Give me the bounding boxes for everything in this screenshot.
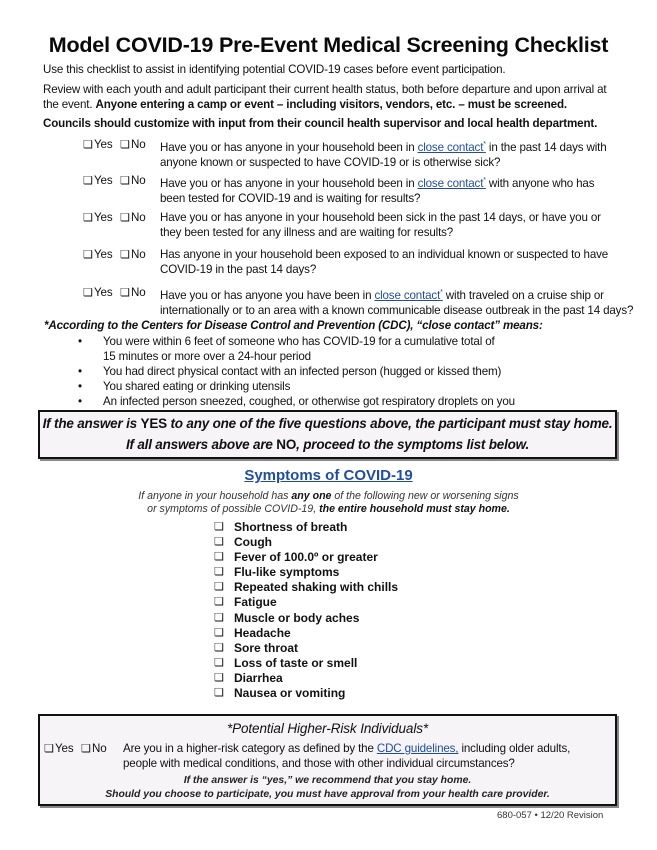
checkbox-icon: ❏ [214,656,224,669]
symptoms-instructions: If anyone in your household has any one of the following new or worsening signs or symptoms of possible COVID-19, the entire household must stay home. [138,490,519,515]
screening-question-1 [83,137,643,170]
question-text: Have you or has anyone in your household been sick in the past 14 days, or have you or they been tested for any illness and are waiting for results? [160,211,601,239]
review-line-1: Review with each youth and adult participant their current health status, both before departure and upon arrival at [43,83,607,96]
higher-risk-question [44,741,609,771]
intro-text: Use this checklist to assist in identifying potential COVID-19 cases before event participation. [43,63,506,76]
form-revision-footer [497,810,603,821]
list-item: • You were within 6 feet of someone who has COVID-19 for a cumulative total of 15 minutes or more over a 24-hour period [78,335,495,363]
screening-question-5 [83,285,643,318]
symptoms-heading[interactable]: Symptoms of COVID-19 [244,467,413,484]
no-checkbox[interactable]: ❏No [120,286,146,299]
form-code: 680-057 [497,810,532,821]
question-text: Has anyone in your household been exposed to an individual known or suspected to have COVID-19 in the past 14 days? [160,248,609,276]
checkbox-icon: ❏ [214,566,224,579]
no-checkbox[interactable]: ❏No [81,742,107,755]
close-contact-criteria-list [78,334,515,409]
checkbox-icon: ❏ [214,611,224,624]
screening-question-4 [83,247,643,277]
checkbox-icon: ❏ [83,212,93,224]
screening-question-2 [83,173,643,206]
question-text: Are you in a higher-risk category as defined by the CDC guidelines, including older adults, people with medical conditions, and those with other individual circumstances? [123,742,571,770]
higher-risk-recommendation: If the answer is “yes,” we recommend that you stay home. Should you choose to participate, you must have approval from your health care provider. [105,775,550,800]
page-title: Model COVID-19 Pre-Event Medical Screening Checklist [48,33,609,57]
symptom-checkbox-item[interactable]: ❏ Flu-like symptoms [214,565,340,580]
symptom-checkbox-item[interactable]: ❏ Shortness of breath [214,520,348,534]
checkbox-icon: ❏ [120,175,130,187]
symptom-checkbox-item[interactable]: ❏ Cough [214,535,272,550]
decision-callout-box [38,410,617,459]
higher-risk-heading: *Potential Higher-Risk Individuals* [226,721,429,736]
bullet-icon: • [78,395,82,408]
checkbox-icon: ❏ [83,139,93,151]
checkbox-icon: ❏ [120,139,130,151]
checkbox-icon: ❏ [214,641,224,654]
symptom-checkbox-item[interactable]: ❏ Sore throat [214,640,299,655]
list-item: • You shared eating or drinking utensils [78,380,291,393]
proceed-rule: If all answers above are NO, proceed to the symptoms list below. [125,437,530,452]
councils-note: Councils should customize with input from their council health supervisor and local health department. [43,117,598,130]
bullet-icon: • [78,380,82,393]
bullet-icon: • [78,365,82,378]
checkbox-icon: ❏ [214,551,224,564]
close-contact-link[interactable]: close contact* [374,288,443,302]
revision-date: 12/20 Revision [540,810,604,821]
question-text: Have you or has anyone in your household been in close contact* in the past 14 days with anyone known or suspected to have COVID-19 or is otherwise sick? [160,140,607,169]
symptom-checkbox-item[interactable]: ❏ Fever of 100.0º or greater [214,550,378,565]
no-checkbox[interactable]: ❏No [120,211,146,224]
symptom-checkbox-item[interactable]: ❏ Loss of taste or smell [214,655,358,670]
close-contact-link[interactable]: close contact* [417,176,486,190]
yes-checkbox[interactable]: ❏Yes [44,742,74,755]
checkbox-icon: ❏ [120,212,130,224]
question-text: Have you or has anyone you have been in close contact* with traveled on a cruise ship or internationally or to an area with a known communicable disease outbreak in the past 14 days? [160,288,634,317]
checkbox-icon: ❏ [83,249,93,261]
no-checkbox[interactable]: ❏No [120,248,146,261]
stay-home-rule: If the answer is YES to any one of the five questions above, the participant must stay home. [42,416,613,431]
yes-checkbox[interactable]: ❏Yes [83,248,113,261]
review-line-2: the event. [43,98,96,111]
symptom-checkbox-item[interactable]: ❏ Muscle or body aches [214,610,360,625]
bullet-icon: • [78,335,82,348]
review-instructions [43,82,606,112]
checkbox-icon: ❏ [214,521,224,533]
screening-requirement: Anyone entering a camp or event – including visitors, vendors, etc. – must be screened. [95,98,567,111]
yes-checkbox[interactable]: ❏Yes [83,174,113,187]
symptom-checkbox-item[interactable]: ❏ Repeated shaking with chills [214,580,399,595]
checkbox-icon: ❏ [120,249,130,261]
symptom-checkbox-item[interactable]: ❏ Headache [214,625,291,640]
checkbox-icon: ❏ [214,671,224,684]
yes-checkbox[interactable]: ❏Yes [83,211,113,224]
checkbox-icon: ❏ [120,287,130,299]
list-item: • An infected person sneezed, coughed, or otherwise got respiratory droplets on you [78,395,515,408]
symptom-checkbox-item[interactable]: ❏ Nausea or vomiting [214,686,346,701]
checkbox-icon: ❏ [214,536,224,549]
symptom-checkbox-item[interactable]: ❏ Diarrhea [214,670,283,685]
checkbox-icon: ❏ [214,687,224,700]
symptom-checkbox-item[interactable]: ❏ Fatigue [214,595,277,610]
question-text: Have you or has anyone in your household been in close contact* with anyone who has been tested for COVID-19 and is waiting for results? [160,176,595,205]
yes-checkbox[interactable]: ❏Yes [83,286,113,299]
checkbox-icon: ❏ [214,626,224,639]
cdc-definition-heading: *According to the Centers for Disease Control and Prevention (CDC), “close contact” means: [44,319,543,332]
close-contact-link[interactable]: close contact* [417,140,486,154]
symptoms-checklist [214,520,398,701]
yes-checkbox[interactable]: ❏Yes [83,138,113,151]
list-item: • You had direct physical contact with an infected person (hugged or kissed them) [78,365,502,378]
checkbox-icon: ❏ [44,743,54,755]
checkbox-icon: ❏ [83,287,93,299]
checkbox-icon: ❏ [214,581,224,594]
no-checkbox[interactable]: ❏No [120,138,146,151]
no-checkbox[interactable]: ❏No [120,174,146,187]
higher-risk-callout-box [38,714,617,806]
checkbox-icon: ❏ [214,596,224,609]
screening-question-3 [83,210,643,240]
checkbox-icon: ❏ [83,175,93,187]
separator-dot: • [534,810,538,821]
checkbox-icon: ❏ [81,743,91,755]
cdc-guidelines-link[interactable]: CDC guidelines, [376,742,459,755]
